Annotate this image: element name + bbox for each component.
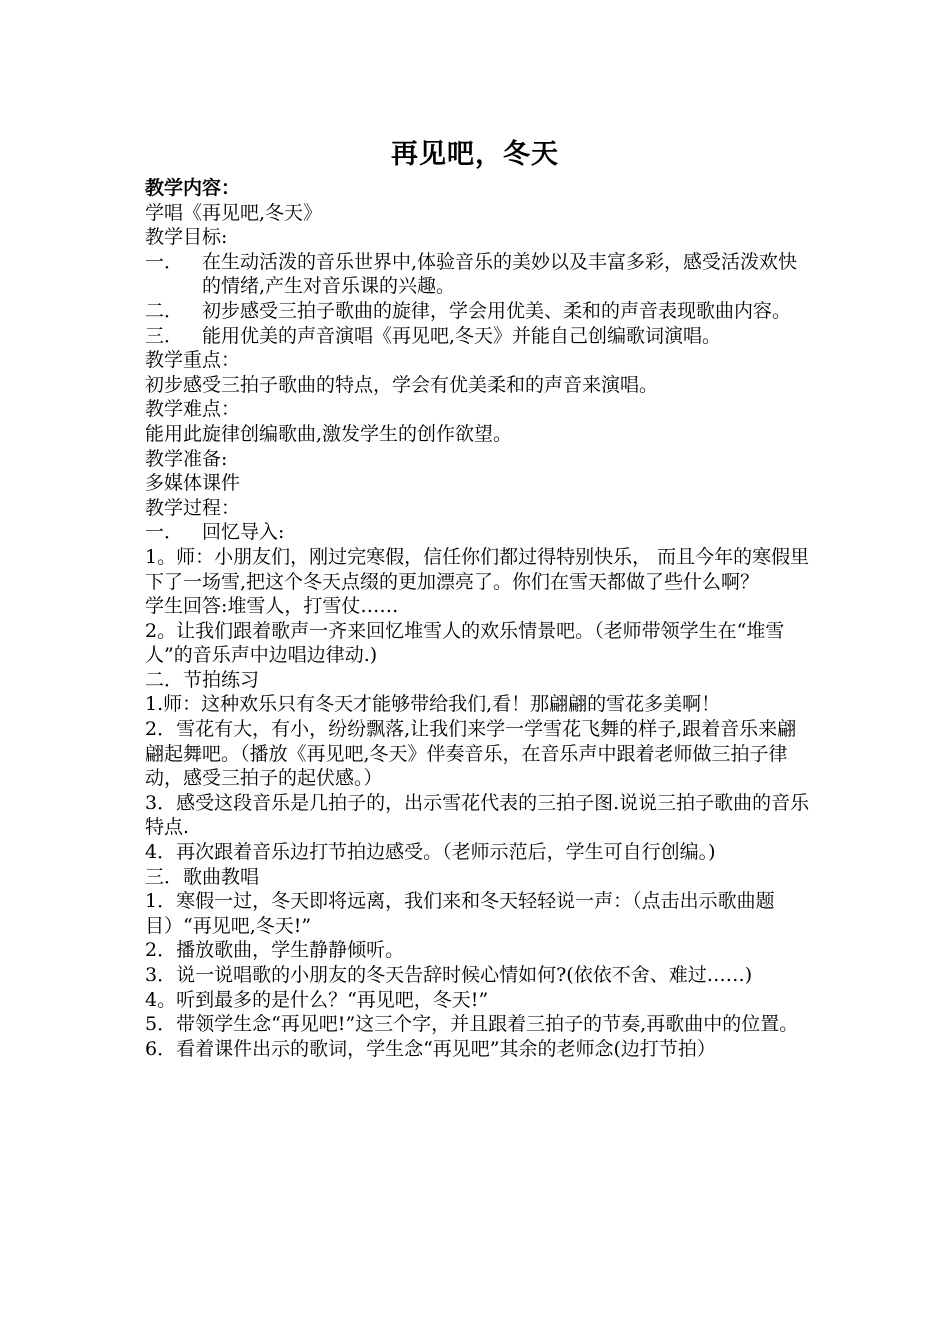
paragraph [145, 594, 810, 619]
paragraph-text: 2．播放歌曲，学生静静倾听。 [145, 939, 405, 962]
paragraph [145, 176, 810, 201]
paragraph [145, 422, 810, 447]
numbered-paragraph [145, 520, 810, 545]
list-number: 一． [145, 250, 184, 273]
paragraph-text: 4．再次跟着音乐边打节拍边感受。（老师示范后，学生可自行创编。) [145, 841, 716, 864]
paragraph-text: 在生动活泼的音乐世界中,体验音乐的美妙以及丰富多彩，感受活泼欢快的情绪,产生对音乐课的兴趣。 [202, 250, 798, 298]
paragraph-text: 教学准备: [145, 447, 228, 470]
paragraph-text: 1.师：这种欢乐只有冬天才能够带给我们,看！那翩翩的雪花多美啊！ [145, 693, 721, 716]
paragraph-text: 教学重点： [145, 349, 241, 372]
paragraph-text: 能用优美的声音演唱《再见吧,冬天》并能自己创编歌词演唱。 [202, 324, 722, 347]
document-body [145, 176, 810, 1061]
paragraph-text: 二．节拍练习 [145, 668, 260, 691]
document-title: 再见吧，冬天 [391, 139, 559, 170]
paragraph [145, 545, 810, 594]
paragraph-text: 能用此旋律创编歌曲,激发学生的创作欲望。 [145, 422, 513, 445]
numbered-paragraph [145, 324, 810, 349]
paragraph [145, 471, 810, 496]
list-number: 一． [145, 521, 184, 544]
paragraph-text: 教学内容： [145, 177, 241, 199]
paragraph [145, 373, 810, 398]
paragraph-text: 多媒体课件 [145, 472, 241, 495]
paragraph-text: 初步感受三拍子歌曲的旋律，学会用优美、柔和的声音表现歌曲内容。 [202, 299, 792, 322]
paragraph [145, 397, 810, 422]
paragraph-text: 3．感受这段音乐是几拍子的，出示雪花代表的三拍子图.说说三拍子歌曲的音乐特点. [145, 791, 810, 839]
paragraph [145, 988, 810, 1013]
paragraph-text: 5．带领学生念“再见吧!”这三个字，并且跟着三拍子的节奏,再歌曲中的位置。 [145, 1013, 799, 1036]
paragraph [145, 717, 810, 791]
paragraph [145, 496, 810, 521]
paragraph [145, 1037, 810, 1062]
paragraph-text: 2．雪花有大，有小，纷纷飘落,让我们来学一学雪花飞舞的样子,跟着音乐来翩翩起舞吧。（播放《再见吧,冬天》伴奏音乐，在音乐声中跟着老师做三拍子律动，感受三拍子的起伏感。） [145, 718, 797, 790]
list-number: 三． [145, 324, 184, 347]
paragraph-text: 三．歌曲教唱 [145, 865, 260, 888]
paragraph [145, 889, 810, 938]
paragraph [145, 840, 810, 865]
paragraph-text: 3．说一说唱歌的小朋友的冬天告辞时候心情如何?(依依不舍、难过……) [145, 964, 753, 986]
paragraph-text: 学唱《再见吧,冬天》 [145, 201, 323, 224]
paragraph-text: 学生回答:堆雪人，打雪仗…… [145, 595, 399, 618]
paragraph [145, 447, 810, 472]
paragraph-text: 教学难点： [145, 398, 241, 421]
paragraph-text: 2。让我们跟着歌声一齐来回忆堆雪人的欢乐情景吧。（老师带领学生在“堆雪人”的音乐声中边唱边律动.) [145, 619, 785, 667]
paragraph [145, 348, 810, 373]
numbered-paragraph [145, 299, 810, 324]
paragraph [145, 201, 810, 226]
paragraph [145, 619, 810, 668]
paragraph-text: 1．寒假一过，冬天即将远离，我们来和冬天轻轻说一声：（点击出示歌曲题目）“再见吧,冬天!” [145, 890, 775, 937]
paragraph [145, 865, 810, 890]
paragraph [145, 1012, 810, 1037]
paragraph-text: 4。听到最多的是什么？“再见吧，冬天!” [145, 988, 489, 1011]
paragraph-text: 6．看着课件出示的歌词，学生念“再见吧”其余的老师念(边打节拍） [145, 1037, 716, 1060]
paragraph-text: 初步感受三拍子歌曲的特点，学会有优美柔和的声音来演唱。 [145, 373, 659, 396]
paragraph [145, 938, 810, 963]
paragraph-text: 1。师：小朋友们，刚过完寒假，信任你们都过得特别快乐， 而且今年的寒假里下了一场雪,把这个冬天点缀的更加漂亮了。你们在雪天都做了些什么啊？ [145, 545, 810, 593]
paragraph-text: 教学过程： [145, 496, 241, 519]
paragraph [145, 668, 810, 693]
paragraph-text: 回忆导入: [202, 521, 285, 544]
paragraph-text: 教学目标: [145, 226, 228, 249]
list-number: 二． [145, 299, 184, 322]
paragraph [145, 225, 810, 250]
paragraph [145, 963, 810, 988]
paragraph [145, 692, 810, 717]
paragraph [145, 791, 810, 840]
numbered-paragraph [145, 250, 810, 299]
